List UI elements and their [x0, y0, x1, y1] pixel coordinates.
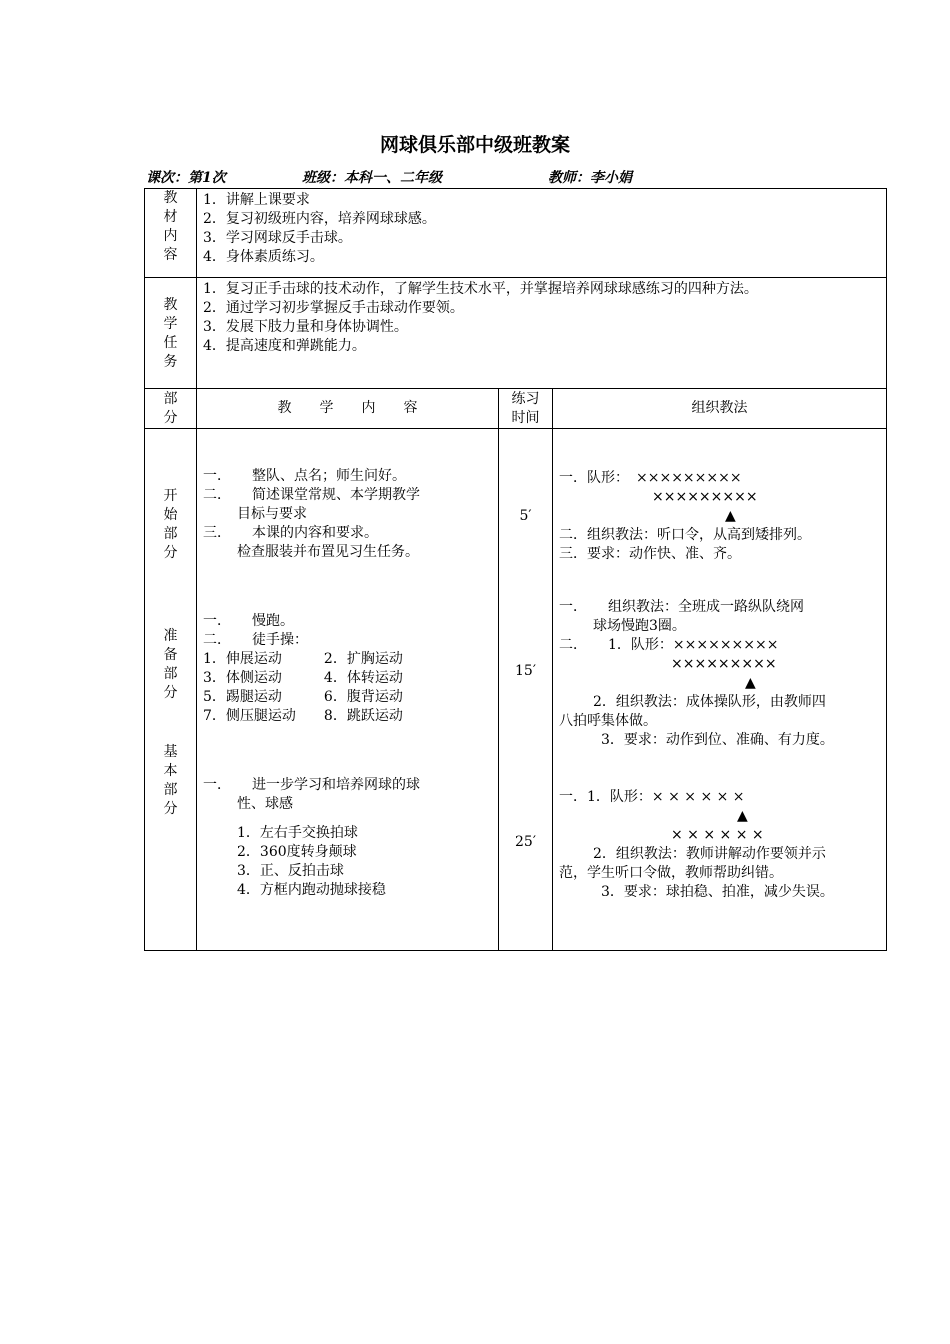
start-content: 一． 整队、点名；师生问好。 二． 简述课堂常规、本学期教学 目标与要求 三． 本课的内容和要求。 检查服装并布置见习生任务。	[203, 468, 420, 560]
section-labels	[145, 429, 197, 951]
basic-method: 一．1．队形：× × × × × × ▲ × × × × × × 2．组织教法：教师讲解动作要领并示 范，学生听口令做，教师帮助纠错。 3．要求：球拍稳、拍准，减少失误。	[559, 789, 834, 900]
tasks-content	[197, 278, 887, 389]
prep-label: 准 备 部 分	[163, 628, 178, 701]
lesson-plan-table	[144, 188, 887, 951]
basic-time: 25′	[515, 834, 536, 850]
header-content: 教 学 内 容	[197, 389, 499, 429]
start-time: 5′	[519, 508, 532, 524]
sections-row	[145, 429, 887, 951]
tasks-item: 4．提高速度和弹跳能力。	[203, 338, 366, 354]
basic-label: 基 本 部 分	[163, 744, 178, 817]
section-times	[499, 429, 553, 951]
tasks-item: 2．通过学习初步掌握反手击球动作要领。	[203, 300, 464, 316]
section-contents	[197, 429, 499, 951]
table-header-row	[145, 389, 887, 429]
header-part: 部 分	[145, 389, 197, 429]
tasks-row	[145, 278, 887, 389]
class-info: 班级：本科一、二年级	[302, 170, 442, 186]
start-label: 开 始 部 分	[163, 488, 178, 561]
prep-content: 一． 慢跑。 二． 徒手操： 1．伸展运动 2．扩胸运动 3．体侧运动 4．体转运动 5．踢腿运动 6．腹背运动 7．侧压腿运动 8．跳跃运动	[203, 613, 403, 724]
header-time: 练习 时间	[499, 389, 553, 429]
tasks-item: 3．发展下肢力量和身体协调性。	[203, 319, 408, 335]
basic-content: 一． 进一步学习和培养网球的球 性、球感 1．左右手交换拍球 2．360度转身颠球 3．正、反拍击球 4．方框内跑动抛球接稳	[203, 777, 420, 898]
materials-item: 2．复习初级班内容，培养网球球感。	[203, 211, 436, 227]
materials-item: 3．学习网球反手击球。	[203, 230, 352, 246]
materials-item: 1．讲解上课要求	[203, 192, 310, 208]
tasks-label: 教 学 任 务	[145, 278, 197, 389]
start-method: 一．队形： ××××××××× ××××××××× ▲ 二．组织教法：听口令，从高到矮排列。 三．要求：动作快、准、齐。	[559, 470, 811, 562]
prep-method: 一． 组织教法：全班成一路纵队绕网 球场慢跑3圈。 二． 1．队形：××××××××× ××××××××× ▲ 2．组织教法：成体操队形，由教师四 八拍呼集体做。 3．要求：动作到位、准确、有力度。	[559, 599, 834, 748]
header-method: 组织教法	[553, 389, 887, 429]
prep-time: 15′	[515, 663, 536, 679]
section-methods	[553, 429, 887, 951]
page-title: 网球俱乐部中级班教案	[379, 134, 570, 156]
lesson-number: 课次：第1次	[146, 170, 226, 186]
materials-content	[197, 189, 887, 278]
teacher-info: 教师：李小娟	[548, 170, 632, 186]
materials-item: 4．身体素质练习。	[203, 249, 324, 265]
tasks-item: 1．复习正手击球的技术动作，了解学生技术水平，并掌握培养网球球感练习的四种方法。	[203, 281, 758, 297]
materials-row	[145, 189, 887, 278]
materials-label: 教 材 内 容	[145, 189, 197, 278]
